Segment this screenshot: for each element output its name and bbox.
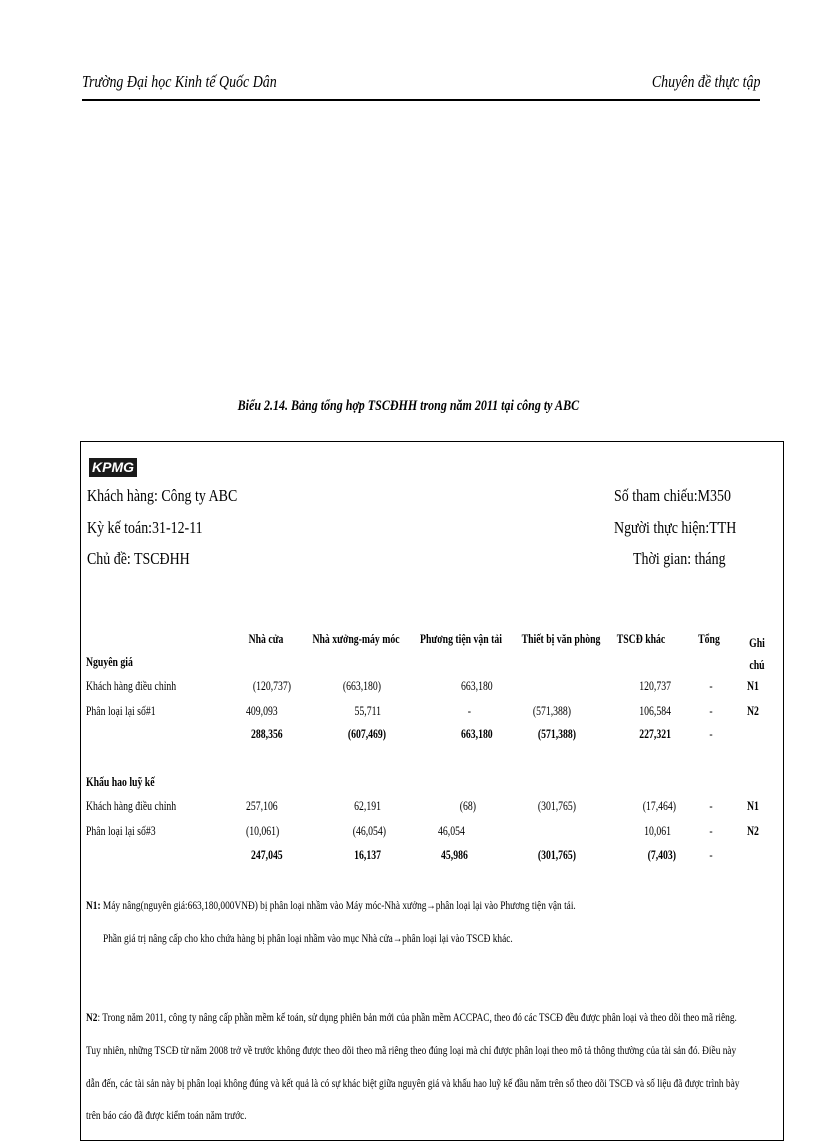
- total-cell: (7,403): [647, 848, 676, 862]
- row-label: Khách hàng điều chỉnh: [86, 679, 177, 693]
- total-cell: (571,388): [537, 727, 576, 741]
- total-cell: 16,137: [354, 848, 381, 862]
- row-label: Phân loại lại số#3: [86, 824, 156, 838]
- total-cell: 663,180: [461, 727, 493, 741]
- subject-line: Chủ đề: TSCĐHH: [87, 549, 190, 568]
- cell: -: [709, 799, 713, 813]
- cell: (10,061): [246, 824, 280, 838]
- period-line: Kỳ kế toán:31-12-11: [87, 518, 203, 537]
- total-cell: 45,986: [441, 848, 468, 862]
- note-n1-continuation: Phần giá trị nâng cấp cho kho chứa hàng bị phân loại nhầm vào mục Nhà cửa→phân loại lại vào TSCĐ khác.: [103, 931, 513, 945]
- report-type: Chuyên đề thực tập: [651, 72, 760, 91]
- col-header: Ghi chú: [749, 636, 765, 672]
- cell: (571,388): [532, 704, 571, 718]
- cell: N1: [747, 679, 759, 693]
- total-cell: 288,356: [251, 727, 283, 741]
- col-header: Tổng: [698, 632, 720, 646]
- reference-line: Số tham chiếu:M350: [614, 486, 731, 505]
- working-paper: [80, 441, 784, 1141]
- note-n1-label: N1:: [86, 898, 101, 912]
- note-n1: [86, 898, 576, 913]
- total-cell: (301,765): [537, 848, 576, 862]
- page-header: [82, 72, 760, 98]
- note-n2-text: : Trong năm 2011, công ty nâng cấp phần mềm kế toán, sử dụng phiên bản mới của phần mềm ACCPAC, theo đó các TSCĐ đều được phân loại và theo dõi theo mã riêng.: [97, 1010, 737, 1024]
- total-cell: 247,045: [251, 848, 283, 862]
- col-header: Nhà xưởng-máy móc: [312, 632, 400, 646]
- table-caption: Biểu 2.14. Bảng tổng hợp TSCĐHH trong năm 2011 tại công ty ABC: [237, 398, 579, 414]
- cell: 120,737: [639, 679, 671, 693]
- cell: N2: [747, 824, 759, 838]
- preparer-line: Người thực hiện:TTH: [614, 518, 737, 537]
- col-header: Nhà cửa: [248, 632, 284, 646]
- cell: 106,584: [639, 704, 671, 718]
- note-n1-text: Máy nâng(nguyên giá:663,180,000VNĐ) bị phân loại nhầm vào Máy móc-Nhà xưởng→phân loại lại vào Phương tiện vận tải.: [100, 898, 576, 912]
- note-n2-line: trên báo cáo đã được kiểm toán năm trước.: [86, 1108, 247, 1122]
- time-line: Thời gian: tháng: [633, 549, 726, 568]
- cell: N1: [747, 799, 759, 813]
- cell: 62,191: [354, 799, 381, 813]
- col-header: Thiết bị văn phòng: [521, 632, 601, 646]
- cell: N2: [747, 704, 759, 718]
- section-title: Nguyên giá: [86, 655, 133, 669]
- cell: -: [467, 704, 471, 718]
- cell: (17,464): [642, 799, 676, 813]
- client-line: Khách hàng: Công ty ABC: [87, 486, 238, 505]
- cell: (663,180): [342, 679, 381, 693]
- total-cell: -: [709, 727, 713, 741]
- cell: 10,061: [644, 824, 671, 838]
- header-divider: [82, 99, 760, 101]
- cell: -: [709, 824, 713, 838]
- col-header: Phương tiện vận tải: [420, 632, 502, 646]
- cell: (46,054): [352, 824, 386, 838]
- university-name: Trường Đại học Kinh tế Quốc Dân: [82, 72, 277, 91]
- cell: -: [709, 679, 713, 693]
- note-n2: [86, 1010, 737, 1025]
- cell: (120,737): [252, 679, 291, 693]
- section-title: Khấu hao luỹ kế: [86, 775, 155, 789]
- total-cell: 227,321: [639, 727, 671, 741]
- col-header: TSCĐ khác: [616, 632, 666, 646]
- note-n2-line: dẫn đến, các tài sản này bị phân loại không đúng và kết quả là có sự khác biệt giữa nguyên giá và khấu hao luỹ kế đầu năm trên sổ theo dõi TSCĐ và số liệu đã được trình bày: [86, 1076, 740, 1090]
- row-label: Khách hàng điều chỉnh: [86, 799, 177, 813]
- cell: (68): [459, 799, 476, 813]
- note-n2-label: N2: [86, 1010, 98, 1024]
- note-n2-line: Tuy nhiên, những TSCĐ từ năm 2008 trở về trước không được theo dõi theo mã riêng theo đúng loại mà chỉ được phân loại theo mô tả thông thường của tài sản đó. Điều này: [86, 1043, 737, 1057]
- cell: 409,093: [246, 704, 278, 718]
- kpmg-logo: KPMG: [89, 458, 137, 477]
- total-cell: -: [709, 848, 713, 862]
- cell: (301,765): [537, 799, 576, 813]
- cell: 46,054: [438, 824, 465, 838]
- row-label: Phân loại lại số#1: [86, 704, 156, 718]
- total-cell: (607,469): [347, 727, 386, 741]
- cell: -: [709, 704, 713, 718]
- cell: 257,106: [246, 799, 278, 813]
- cell: 663,180: [461, 679, 493, 693]
- cell: 55,711: [354, 704, 381, 718]
